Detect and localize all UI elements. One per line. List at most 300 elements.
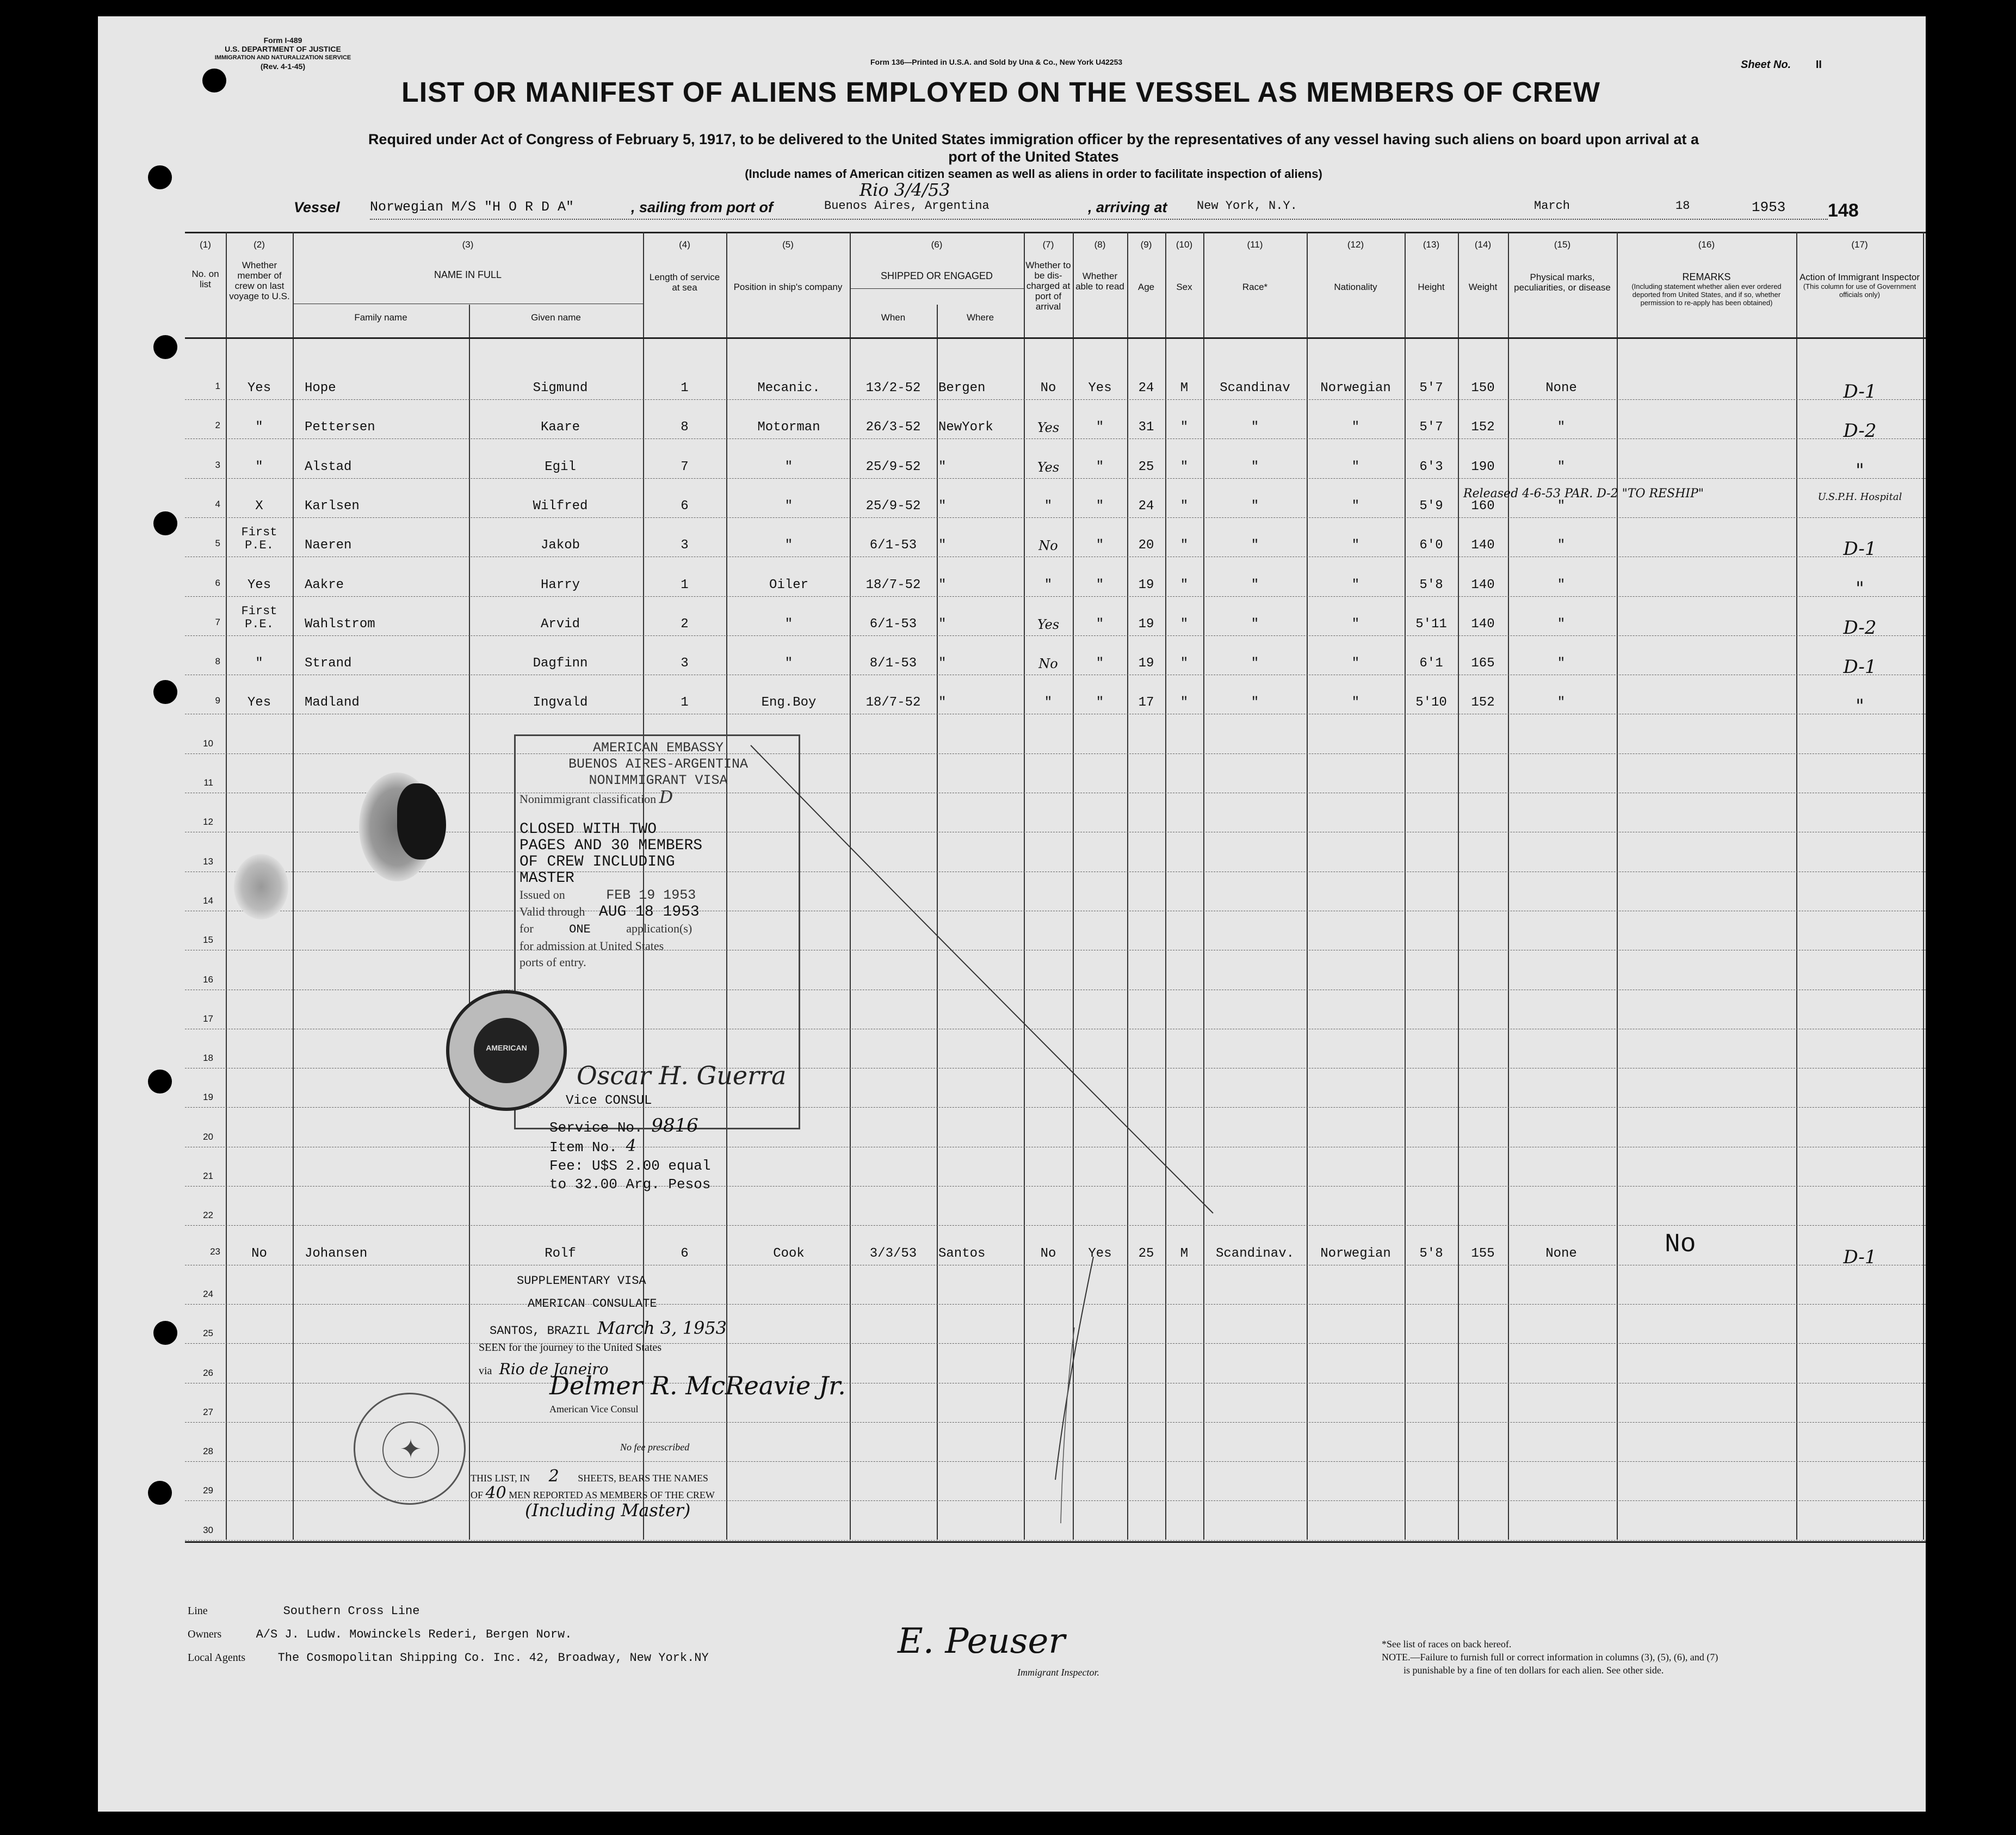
closing-including: (Including Master) xyxy=(525,1500,691,1521)
header-able-to-read: Whether able to read xyxy=(1075,271,1124,292)
subtitle-line-2: port of the United States xyxy=(948,149,1119,165)
cell-where: " xyxy=(938,538,947,553)
cell-race: " xyxy=(1251,538,1259,553)
row-number: 12 xyxy=(203,817,213,827)
stamp-classification-value: D xyxy=(659,787,673,807)
item-no-label: Item No. xyxy=(549,1139,617,1156)
row-number: 18 xyxy=(203,1053,213,1064)
subtitle-line-3: (Include names of American citizen seamen as well as aliens in order to facilitate inspection of aliens) xyxy=(745,167,1322,181)
cell-marks: None xyxy=(1545,1246,1577,1261)
page-title: LIST OR MANIFEST OF ALIENS EMPLOYED ON THE VESSEL AS MEMBERS OF CREW xyxy=(401,77,1600,108)
cell-when: 18/7-52 xyxy=(865,695,921,710)
header-where: Where xyxy=(966,312,994,323)
remarks-note: (Including statement whether alien ever ordered deported from United States, and if so, whether permission to re-apply has been obtained) xyxy=(1631,282,1782,307)
cell-last: No xyxy=(251,1246,267,1261)
port-note: Rio 3/4/53 xyxy=(859,180,950,200)
stamp-master: MASTER xyxy=(520,870,574,887)
action-note: (This column for use of Government officials only) xyxy=(1803,282,1916,299)
supp-place xyxy=(479,1318,794,1342)
row-number: 16 xyxy=(203,974,213,985)
cell-service: 7 xyxy=(681,459,689,474)
supp-signer-title: American Vice Consul xyxy=(549,1404,639,1414)
cell-position: Eng.Boy xyxy=(761,695,817,710)
header-name-in-full: NAME IN FULL xyxy=(434,269,502,280)
cell-position: Mecanic. xyxy=(757,381,820,396)
cell-nationality: " xyxy=(1351,538,1360,553)
supp-date: March 3, 1953 xyxy=(597,1318,727,1338)
cell-disch: Yes xyxy=(1037,420,1060,436)
inspector-signature: E. Peuser xyxy=(898,1621,1065,1661)
cell-no: 7 xyxy=(215,616,220,627)
cell-where: Bergen xyxy=(938,381,986,396)
header-given-name: Given name xyxy=(531,312,581,323)
cell-marks: None xyxy=(1545,381,1577,396)
note-fine: is punishable by a fine of ten dollars for each alien. See other side. xyxy=(1403,1665,1664,1676)
header-no-on-list: No. on list xyxy=(191,269,219,289)
sailing-label: , sailing from port of xyxy=(631,199,773,215)
stamp-for-value: ONE xyxy=(569,923,591,936)
cell-nationality: " xyxy=(1351,577,1360,592)
cell-when: 13/2-52 xyxy=(865,381,921,396)
cell-no: 2 xyxy=(215,420,220,431)
cell-family: Pettersen xyxy=(305,420,375,435)
cell-age: 17 xyxy=(1138,695,1154,710)
row-number: 30 xyxy=(203,1524,213,1535)
cell-sex: " xyxy=(1180,656,1189,671)
cell-where: " xyxy=(938,656,947,671)
cell-given: Sigmund xyxy=(533,381,588,396)
cell-read: " xyxy=(1096,577,1104,592)
cell-given: Dagfinn xyxy=(533,656,588,671)
cell-position: " xyxy=(784,656,793,671)
stamp-for-label: for xyxy=(520,922,534,935)
note-failure: NOTE.—Failure to furnish full or correct information in columns (3), (5), (6), and (7) xyxy=(1382,1652,1718,1663)
closing-sheets-tail: SHEETS, BEARS THE NAMES xyxy=(578,1473,708,1484)
subtitle-line-1: Required under Act of Congress of February 5, 1917, to be delivered to the United States immigration officer by the representatives of any vessel having such aliens on board upon arrival at a xyxy=(368,131,1699,147)
cell-height: 5'10 xyxy=(1415,695,1447,710)
col-num: (1) xyxy=(200,239,211,250)
cell-disch: " xyxy=(1044,498,1053,514)
cell-age: 20 xyxy=(1138,538,1154,553)
cell-nationality: " xyxy=(1351,459,1360,474)
cell-weight: 140 xyxy=(1471,577,1495,592)
cell-weight: 155 xyxy=(1471,1246,1495,1261)
row-number: 19 xyxy=(203,1092,213,1103)
header-sex: Sex xyxy=(1176,282,1192,292)
supp-via-value: Rio de Janeiro xyxy=(499,1360,609,1378)
cell-remarks: No xyxy=(1665,1229,1696,1259)
cell-no: 5 xyxy=(215,538,220,549)
cell-marks: " xyxy=(1557,656,1566,671)
cell-age: 24 xyxy=(1138,498,1154,514)
footer-owners-value: A/S J. Ludw. Mowinckels Rederi, Bergen Norw. xyxy=(256,1628,572,1641)
consul-signature: Oscar H. Guerra xyxy=(577,1061,787,1090)
row-number: 26 xyxy=(203,1367,213,1378)
cell-action: " xyxy=(1856,577,1864,600)
cell-given: Wilfred xyxy=(533,498,588,514)
supp-title: SUPPLEMENTARY VISA xyxy=(517,1274,646,1288)
header-last-voyage: Whether member of crew on last voyage to U.S. xyxy=(229,260,290,301)
cell-read: " xyxy=(1096,420,1104,435)
cell-where: " xyxy=(938,577,947,592)
cell-family: Madland xyxy=(305,695,360,710)
cell-last: X xyxy=(255,498,263,514)
row-number: 13 xyxy=(203,856,213,867)
stamp-classification-label: Nonimmigrant classification xyxy=(520,792,657,806)
cell-sex: M xyxy=(1180,1246,1189,1261)
cell-sex: " xyxy=(1180,695,1189,710)
cell-service: 8 xyxy=(681,420,689,435)
cell-marks: " xyxy=(1557,538,1566,553)
cell-position: " xyxy=(784,459,793,474)
cell-family: Alstad xyxy=(305,459,352,474)
cell-disch: No xyxy=(1038,656,1058,672)
cell-when: 25/9-52 xyxy=(865,459,921,474)
cell-action: D-1 xyxy=(1843,538,1877,560)
cell-when: 8/1-53 xyxy=(869,656,917,671)
cell-disch: Yes xyxy=(1037,459,1060,475)
row-number: 20 xyxy=(203,1131,213,1142)
cell-action: U.S.P.H. Hospital xyxy=(1817,491,1902,503)
cell-no: 4 xyxy=(215,498,220,509)
cell-disch: " xyxy=(1044,695,1053,710)
cell-family: Wahlstrom xyxy=(305,616,375,632)
cell-marks: " xyxy=(1557,616,1566,632)
closing-list-label: THIS LIST, IN xyxy=(471,1473,530,1484)
cell-action: D-2 xyxy=(1843,616,1877,639)
cell-when: 3/3/53 xyxy=(869,1246,917,1261)
cell-sex: " xyxy=(1180,498,1189,514)
header-physical-marks: Physical marks, peculiarities, or disease xyxy=(1514,272,1611,293)
cell-family: Karlsen xyxy=(305,498,360,514)
cell-sex: " xyxy=(1180,538,1189,553)
cell-weight: 150 xyxy=(1471,381,1495,396)
revision: (Rev. 4-1-45) xyxy=(260,62,306,71)
cell-position: " xyxy=(784,538,793,553)
arriving-label: , arriving at xyxy=(1088,199,1167,215)
stamp-pages: PAGES AND 30 MEMBERS xyxy=(520,837,703,854)
cell-where: " xyxy=(938,498,947,514)
cell-disch: No xyxy=(1040,1246,1056,1261)
cell-weight: 190 xyxy=(1471,459,1495,474)
col-num: (5) xyxy=(782,239,794,250)
closing-men-tail: MEN REPORTED AS MEMBERS OF THE CREW xyxy=(509,1490,715,1500)
row-number: 10 xyxy=(203,738,213,749)
cell-family: Johansen xyxy=(305,1246,368,1261)
row-number: 21 xyxy=(203,1171,213,1181)
cell-read: Yes xyxy=(1088,1246,1112,1261)
stamp-ports: ports of entry. xyxy=(520,955,586,969)
header-when: When xyxy=(881,312,906,323)
cell-race: Scandinav xyxy=(1220,381,1290,396)
row-number: 28 xyxy=(203,1446,213,1457)
cell-read: " xyxy=(1096,656,1104,671)
cell-sex: " xyxy=(1180,616,1189,632)
consulate-seal xyxy=(354,1393,466,1505)
cell-no: 9 xyxy=(215,695,220,706)
row-number: 29 xyxy=(203,1485,213,1496)
cell-weight: 152 xyxy=(1471,420,1495,435)
cell-service: 1 xyxy=(681,381,689,396)
cell-height: 5'8 xyxy=(1419,577,1443,592)
arrival-month: March xyxy=(1534,199,1570,213)
cell-nationality: " xyxy=(1351,695,1360,710)
cell-position: Cook xyxy=(773,1246,805,1261)
cell-no: 1 xyxy=(215,381,220,391)
col-num: (7) xyxy=(1042,239,1054,250)
supplementary-visa xyxy=(479,1271,794,1382)
cell-when: 6/1-53 xyxy=(869,538,917,553)
page-number: 148 xyxy=(1828,200,1859,221)
cell-service: 3 xyxy=(681,656,689,671)
col-num: (16) xyxy=(1698,239,1715,250)
cell-marks: " xyxy=(1557,459,1566,474)
header-shipped: SHIPPED OR ENGAGED xyxy=(880,270,993,281)
footer-owners-label: Owners xyxy=(188,1628,222,1640)
cell-given: Harry xyxy=(540,577,580,592)
cell-weight: 160 xyxy=(1471,498,1495,514)
stamp-admission: for admission at United States xyxy=(520,939,664,953)
col-num: (10) xyxy=(1176,239,1193,250)
header-family-name: Family name xyxy=(354,312,407,323)
closing-men-count: 40 xyxy=(485,1484,506,1503)
cell-family: Aakre xyxy=(305,577,344,592)
header-height: Height xyxy=(1418,282,1445,292)
supp-via-label: via xyxy=(479,1365,492,1377)
cell-position: " xyxy=(784,616,793,632)
cell-service: 3 xyxy=(681,538,689,553)
cell-age: 24 xyxy=(1138,381,1154,396)
cell-age: 19 xyxy=(1138,577,1154,592)
footer-block xyxy=(188,1599,895,1670)
cell-height: 6'1 xyxy=(1419,656,1443,671)
cell-action: D-1 xyxy=(1843,1246,1877,1268)
row-number: 14 xyxy=(203,895,213,906)
sailing-port: Buenos Aires, Argentina xyxy=(824,199,990,213)
cell-position: " xyxy=(784,498,793,514)
cell-when: 6/1-53 xyxy=(869,616,917,632)
row-number: 25 xyxy=(203,1328,213,1339)
cell-when: 26/3-52 xyxy=(865,420,921,435)
arrival-year: 1953 xyxy=(1752,199,1786,215)
cell-service: 6 xyxy=(681,498,689,514)
supp-consulate: AMERICAN CONSULATE xyxy=(528,1297,657,1311)
fee-pesos-line: to 32.00 Arg. Pesos xyxy=(549,1176,711,1193)
stamp-for-tail: application(s) xyxy=(626,922,692,935)
service-no-value: 9816 xyxy=(651,1115,698,1136)
stamp-valid-label: Valid through xyxy=(520,905,585,918)
stamp-visa-type: NONIMMIGRANT VISA xyxy=(589,773,728,788)
cell-sex: " xyxy=(1180,577,1189,592)
row-number: 17 xyxy=(203,1013,213,1024)
cell-disch: No xyxy=(1040,381,1056,396)
cell-height: 6'3 xyxy=(1419,459,1443,474)
cell-nationality: " xyxy=(1351,420,1360,435)
cell-race: " xyxy=(1251,577,1259,592)
cell-given: Rolf xyxy=(545,1246,576,1261)
cell-race: " xyxy=(1251,616,1259,632)
cell-marks: " xyxy=(1557,498,1566,514)
action-title: Action of Immigrant Inspector xyxy=(1799,272,1920,282)
cell-age: 19 xyxy=(1138,656,1154,671)
cell-position: Oiler xyxy=(769,577,808,592)
cell-sex: " xyxy=(1180,420,1189,435)
cell-action: D-2 xyxy=(1843,420,1877,442)
footer-agents-value: The Cosmopolitan Shipping Co. Inc. 42, Broadway, New York.NY xyxy=(277,1651,709,1665)
cell-action: D-1 xyxy=(1843,381,1877,403)
stamp-issued-label: Issued on xyxy=(520,888,565,901)
closing-line-1 xyxy=(471,1469,797,1486)
stamp-valid-value: AUG 18 1953 xyxy=(598,904,700,920)
footer-line-label: Line xyxy=(188,1605,208,1617)
cell-marks: " xyxy=(1557,420,1566,435)
consul-title: Vice CONSUL xyxy=(566,1093,652,1108)
cell-race: " xyxy=(1251,695,1259,710)
stamp-issued-value: FEB 19 1953 xyxy=(606,887,696,903)
seal-text: AMERICAN xyxy=(486,1043,527,1052)
cell-nationality: Norwegian xyxy=(1320,1246,1391,1261)
cell-read: Yes xyxy=(1088,381,1112,396)
service-no-label: Service No. xyxy=(549,1120,643,1136)
closing-sheets: 2 xyxy=(548,1467,559,1486)
col-num: (12) xyxy=(1347,239,1364,250)
col-num: (11) xyxy=(1247,239,1263,250)
cell-read: " xyxy=(1096,459,1104,474)
remarks-title: REMARKS xyxy=(1682,271,1731,282)
cell-nationality: " xyxy=(1351,656,1360,671)
cell-race: " xyxy=(1251,459,1259,474)
arrival-day: 18 xyxy=(1675,199,1690,213)
cell-nationality: Norwegian xyxy=(1320,381,1391,396)
footer-line-row xyxy=(188,1599,895,1623)
cell-age: 25 xyxy=(1138,1246,1154,1261)
header-race: Race* xyxy=(1242,282,1268,292)
cell-weight: 152 xyxy=(1471,695,1495,710)
service-name: IMMIGRATION AND NATURALIZATION SERVICE xyxy=(214,54,351,61)
arrival-port: New York, N.Y. xyxy=(1197,199,1297,213)
cell-weight: 140 xyxy=(1471,538,1495,553)
inspector-label: Immigrant Inspector. xyxy=(1017,1667,1099,1678)
cell-given: Ingvald xyxy=(533,695,588,710)
cell-where: " xyxy=(938,616,947,632)
cell-race: " xyxy=(1251,420,1259,435)
cell-read: " xyxy=(1096,538,1104,553)
cell-age: 31 xyxy=(1138,420,1154,435)
cell-sex: M xyxy=(1180,381,1189,396)
header-nationality: Nationality xyxy=(1334,282,1377,292)
col-num: (13) xyxy=(1423,239,1440,250)
cell-nationality: " xyxy=(1351,498,1360,514)
cell-disch: No xyxy=(1038,538,1058,554)
cell-service: 2 xyxy=(681,616,689,632)
cell-last: First P.E. xyxy=(241,604,277,631)
cell-height: 5'8 xyxy=(1419,1246,1443,1261)
cell-where: " xyxy=(938,459,947,474)
footer-agents-row xyxy=(188,1646,895,1670)
cell-marks: " xyxy=(1557,577,1566,592)
header-length-service: Length of service at sea xyxy=(649,272,720,293)
cell-action: D-1 xyxy=(1843,656,1877,678)
col-num: (6) xyxy=(931,239,943,250)
cell-last: First P.E. xyxy=(241,526,277,553)
cell-given: Jakob xyxy=(540,538,580,553)
closing-statement xyxy=(471,1467,797,1521)
sheet-number: II xyxy=(1815,59,1822,71)
cell-read: " xyxy=(1096,616,1104,632)
cell-position: Motorman xyxy=(757,420,820,435)
cell-race: " xyxy=(1251,656,1259,671)
cell-when: 18/7-52 xyxy=(865,577,921,592)
header-weight: Weight xyxy=(1468,282,1498,292)
header-position: Position in ship's company xyxy=(733,282,843,292)
col-num: (17) xyxy=(1851,239,1868,250)
cell-race: Scandinav. xyxy=(1215,1246,1295,1261)
form-number: Form I-489 xyxy=(263,36,302,45)
cell-disch: " xyxy=(1044,577,1053,592)
supp-signature: Delmer R. McReavie Jr. xyxy=(549,1371,846,1400)
cell-action: " xyxy=(1856,695,1864,718)
row-number: 27 xyxy=(203,1406,213,1417)
vessel-name: Norwegian M/S "H O R D A" xyxy=(370,199,574,215)
cell-family: Hope xyxy=(305,381,336,396)
col-num: (15) xyxy=(1554,239,1571,250)
fee-line: Fee: U$S 2.00 equal xyxy=(549,1158,711,1174)
header-age: Age xyxy=(1137,282,1155,292)
cell-weight: 165 xyxy=(1471,656,1495,671)
cell-where: NewYork xyxy=(938,420,993,435)
cell-last: Yes xyxy=(247,381,271,396)
cell-last: Yes xyxy=(247,577,271,592)
printer-note: Form 136—Printed in U.S.A. and Sold by Una & Co., New York U42253 xyxy=(870,58,1123,66)
cell-where: " xyxy=(938,695,947,710)
stamp-closed: CLOSED WITH TWO xyxy=(520,821,657,838)
cell-read: " xyxy=(1096,695,1104,710)
col-num: (2) xyxy=(253,239,265,250)
cell-no: 6 xyxy=(215,577,220,588)
sheet-label: Sheet No. xyxy=(1741,59,1791,71)
footer-notes xyxy=(1382,1638,1871,1677)
cell-no: 8 xyxy=(215,656,220,667)
cell-height: 5'11 xyxy=(1415,616,1447,632)
col-num: (4) xyxy=(679,239,690,250)
cell-service: 1 xyxy=(681,695,689,710)
cell-last: Yes xyxy=(247,695,271,710)
cell-age: 25 xyxy=(1138,459,1154,474)
cell-no: 23 xyxy=(210,1246,220,1257)
note-races: *See list of races on back hereof. xyxy=(1382,1639,1512,1649)
eagle-icon: ✦ xyxy=(382,1422,439,1478)
cell-disch: Yes xyxy=(1037,616,1060,632)
department: U.S. DEPARTMENT OF JUSTICE xyxy=(225,45,341,53)
cell-height: 5'7 xyxy=(1419,381,1443,396)
header-discharged: Whether to be dis-charged at port of arrival xyxy=(1025,260,1071,312)
col-num: (9) xyxy=(1140,239,1152,250)
cell-height: 5'9 xyxy=(1419,498,1443,514)
col-num: (3) xyxy=(462,239,474,250)
row-number: 22 xyxy=(203,1210,213,1221)
supp-seen: SEEN for the journey to the United States xyxy=(479,1342,662,1354)
cell-last: " xyxy=(255,459,263,474)
cell-last: " xyxy=(255,420,263,435)
closing-of: OF xyxy=(471,1490,484,1500)
cell-given: Egil xyxy=(545,459,576,474)
vessel-label: Vessel xyxy=(294,199,340,215)
cell-service: 1 xyxy=(681,577,689,592)
row-number: 15 xyxy=(203,935,213,946)
cell-weight: 140 xyxy=(1471,616,1495,632)
cell-service: 6 xyxy=(681,1246,689,1261)
cell-family: Strand xyxy=(305,656,352,671)
